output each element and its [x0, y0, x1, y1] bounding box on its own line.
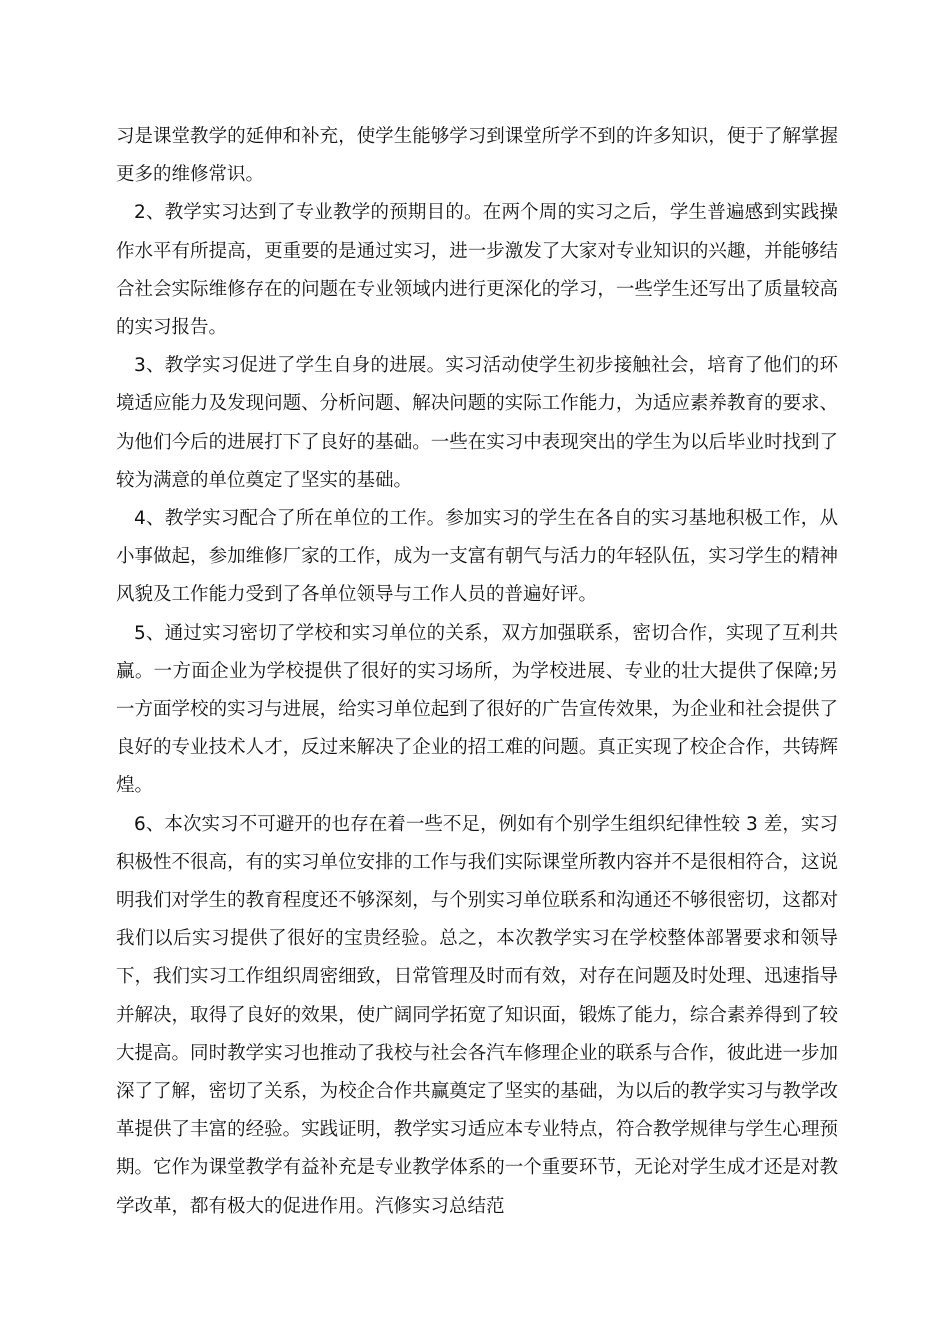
paragraph-6: 6、本次实习不可避开的也存在着一些不足，例如有个别学生组织纪律性较 3 差，实习积极性不很高，有的实习单位安排的工作与我们实际课堂所教内容并不是很相符合，这说明我们对学生的教育程度还不够深刻，与个别实习单位联系和沟通还不够很密切，这都对我们以后实习提供了很好的宝贵经验。总之，本次教学实习在学校整体部署要求和领导下，我们实习工作组织周密细致，日常管理及时而有效，对存在问题及时处理、迅速指导并解决，取得了良好的效果，使广阔同学拓宽了知识面，锻炼了能力，综合素养得到了较大提高。同时教学实习也推动了我校与社会各汽车修理企业的联系与合作，彼此进一步加深了了解，密切了关系，为校企合作共赢奠定了坚实的基础，为以后的教学实习与教学改革提供了丰富的经验。实践证明，教学实习适应本专业特点，符合教学规律与学生心理预期。它作为课堂教学有益补充是专业教学体系的一个重要环节，无论对学生成才还是对教学改革，都有极大的促进作用。汽修实习总结范	[116, 813, 838, 1217]
document-body	[116, 118, 838, 1226]
paragraph-5: 5、通过实习密切了学校和实习单位的关系，双方加强联系，密切合作，实现了互利共赢。一方面企业为学校提供了很好的实习场所，为学校进展、专业的壮大提供了保障;另一方面学校的实习与进展，给实习单位起到了很好的广告宣传效果，为企业和社会提供了良好的专业技术人才，反过来解决了企业的招工难的问题。真正实现了校企合作，共铸辉煌。	[116, 622, 838, 797]
paragraph-2: 2、教学实习达到了专业教学的预期目的。在两个周的实习之后，学生普遍感到实践操作水平有所提高，更重要的是通过实习，进一步激发了大家对专业知识的兴趣，并能够结合社会实际维修存在的问题在专业领域内进行更深化的学习，一些学生还写出了质量较高的实习报告。	[116, 202, 838, 339]
paragraph-4: 4、教学实习配合了所在单位的工作。参加实习的学生在各自的实习基地积极工作，从小事做起，参加维修厂家的工作，成为一支富有朝气与活力的年轻队伍，实习学生的精神风貌及工作能力受到了各单位领导与工作人员的普遍好评。	[116, 508, 838, 606]
paragraph-3: 3、教学实习促进了学生自身的进展。实习活动使学生初步接触社会，培育了他们的环境适应能力及发现问题、分析问题、解决问题的实际工作能力，为适应素养教育的要求、为他们今后的进展打下了良好的基础。一些在实习中表现突出的学生为以后毕业时找到了较为满意的单位奠定了坚实的基础。	[116, 355, 838, 491]
paragraph-1: 习是课堂教学的延伸和补充，使学生能够学习到课堂所学不到的许多知识，便于了解掌握更多的维修常识。	[116, 126, 838, 186]
